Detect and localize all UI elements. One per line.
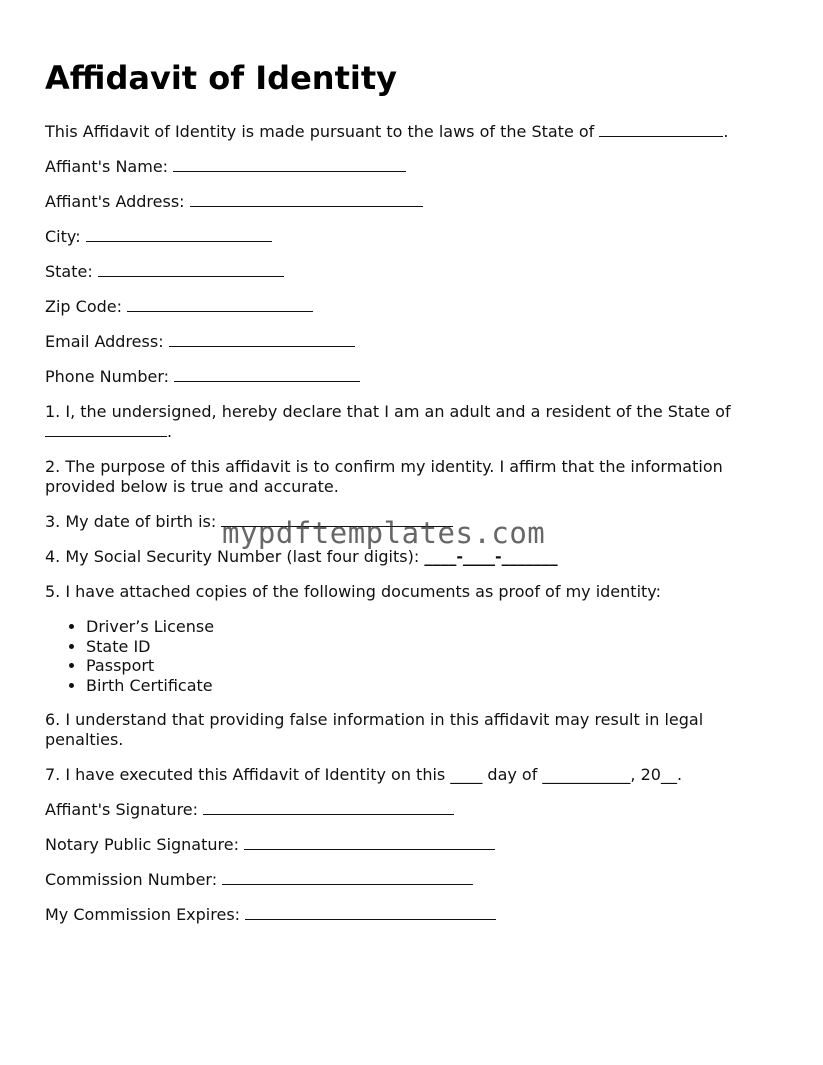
state-of-law-blank[interactable] xyxy=(599,122,723,137)
list-item: • State ID xyxy=(86,637,785,657)
city-line xyxy=(45,227,785,247)
item-1-text: 1. I, the undersigned, hereby declare that I am an adult and a resident of the State of xyxy=(45,402,731,421)
watermark-text: mypdftemplates.com xyxy=(222,516,546,550)
affiant-signature-blank[interactable] xyxy=(203,800,454,815)
notary-signature-label: Notary Public Signature: xyxy=(45,835,245,854)
item-6-paragraph: 6. I understand that providing false information in this affidavit may result in legal penalties. xyxy=(45,710,704,749)
affiant-name-label: Affiant's Name: xyxy=(45,157,174,176)
intro-period: . xyxy=(723,122,729,141)
ssn-label: 4. My Social Security Number (last four digits): xyxy=(45,547,425,566)
affiant-name-blank[interactable] xyxy=(173,157,406,172)
phone-number-line xyxy=(45,367,785,387)
affiant-signature-line xyxy=(45,800,785,820)
intro-text: This Affidavit of Identity is made pursuant to the laws of the State of xyxy=(45,122,600,141)
commission-expires-blank[interactable] xyxy=(245,905,496,920)
email-address-line xyxy=(45,332,785,352)
item-3-line xyxy=(45,512,785,532)
item-1-paragraph xyxy=(45,402,785,442)
documents-list xyxy=(45,617,785,695)
item-4-line xyxy=(45,547,785,567)
intro-paragraph xyxy=(45,122,785,142)
phone-number-blank[interactable] xyxy=(174,367,360,382)
list-item: • Birth Certificate xyxy=(86,676,785,696)
commission-number-blank[interactable] xyxy=(222,870,473,885)
item-1-period: . xyxy=(167,422,173,441)
email-address-label: Email Address: xyxy=(45,332,169,351)
affiant-name-line xyxy=(45,157,785,177)
affidavit-document xyxy=(45,58,785,940)
commission-number-line xyxy=(45,870,785,890)
resident-state-blank[interactable] xyxy=(45,422,167,437)
phone-number-label: Phone Number: xyxy=(45,367,175,386)
commission-expires-label: My Commission Expires: xyxy=(45,905,246,924)
document-title: Affidavit of Identity xyxy=(45,59,397,97)
item-2-paragraph: 2. The purpose of this affidavit is to confirm my identity. I affirm that the information provided below is true and accurate. xyxy=(45,457,723,496)
commission-number-label: Commission Number: xyxy=(45,870,223,889)
zip-code-blank[interactable] xyxy=(127,297,313,312)
city-label: City: xyxy=(45,227,86,246)
state-line xyxy=(45,262,785,282)
state-blank[interactable] xyxy=(98,262,284,277)
list-item: • Passport xyxy=(86,656,785,676)
item-5-paragraph: 5. I have attached copies of the following documents as proof of my identity: xyxy=(45,582,661,601)
date-of-birth-label: 3. My date of birth is: xyxy=(45,512,222,531)
affiant-address-line xyxy=(45,192,785,212)
city-blank[interactable] xyxy=(86,227,272,242)
notary-signature-line xyxy=(45,835,785,855)
item-7-paragraph: 7. I have executed this Affidavit of Identity on this ____ day of ___________, 20__. xyxy=(45,765,683,784)
email-address-blank[interactable] xyxy=(169,332,355,347)
commission-expires-line xyxy=(45,905,785,925)
notary-signature-blank[interactable] xyxy=(244,835,495,850)
list-item: • Driver’s License xyxy=(86,617,785,637)
ssn-blank[interactable]: ____-____-_______ xyxy=(424,547,558,566)
affiant-address-blank[interactable] xyxy=(190,192,423,207)
affiant-signature-label: Affiant's Signature: xyxy=(45,800,204,819)
date-of-birth-blank[interactable] xyxy=(221,512,453,527)
state-label: State: xyxy=(45,262,98,281)
zip-code-line xyxy=(45,297,785,317)
zip-code-label: Zip Code: xyxy=(45,297,128,316)
affiant-address-label: Affiant's Address: xyxy=(45,192,190,211)
